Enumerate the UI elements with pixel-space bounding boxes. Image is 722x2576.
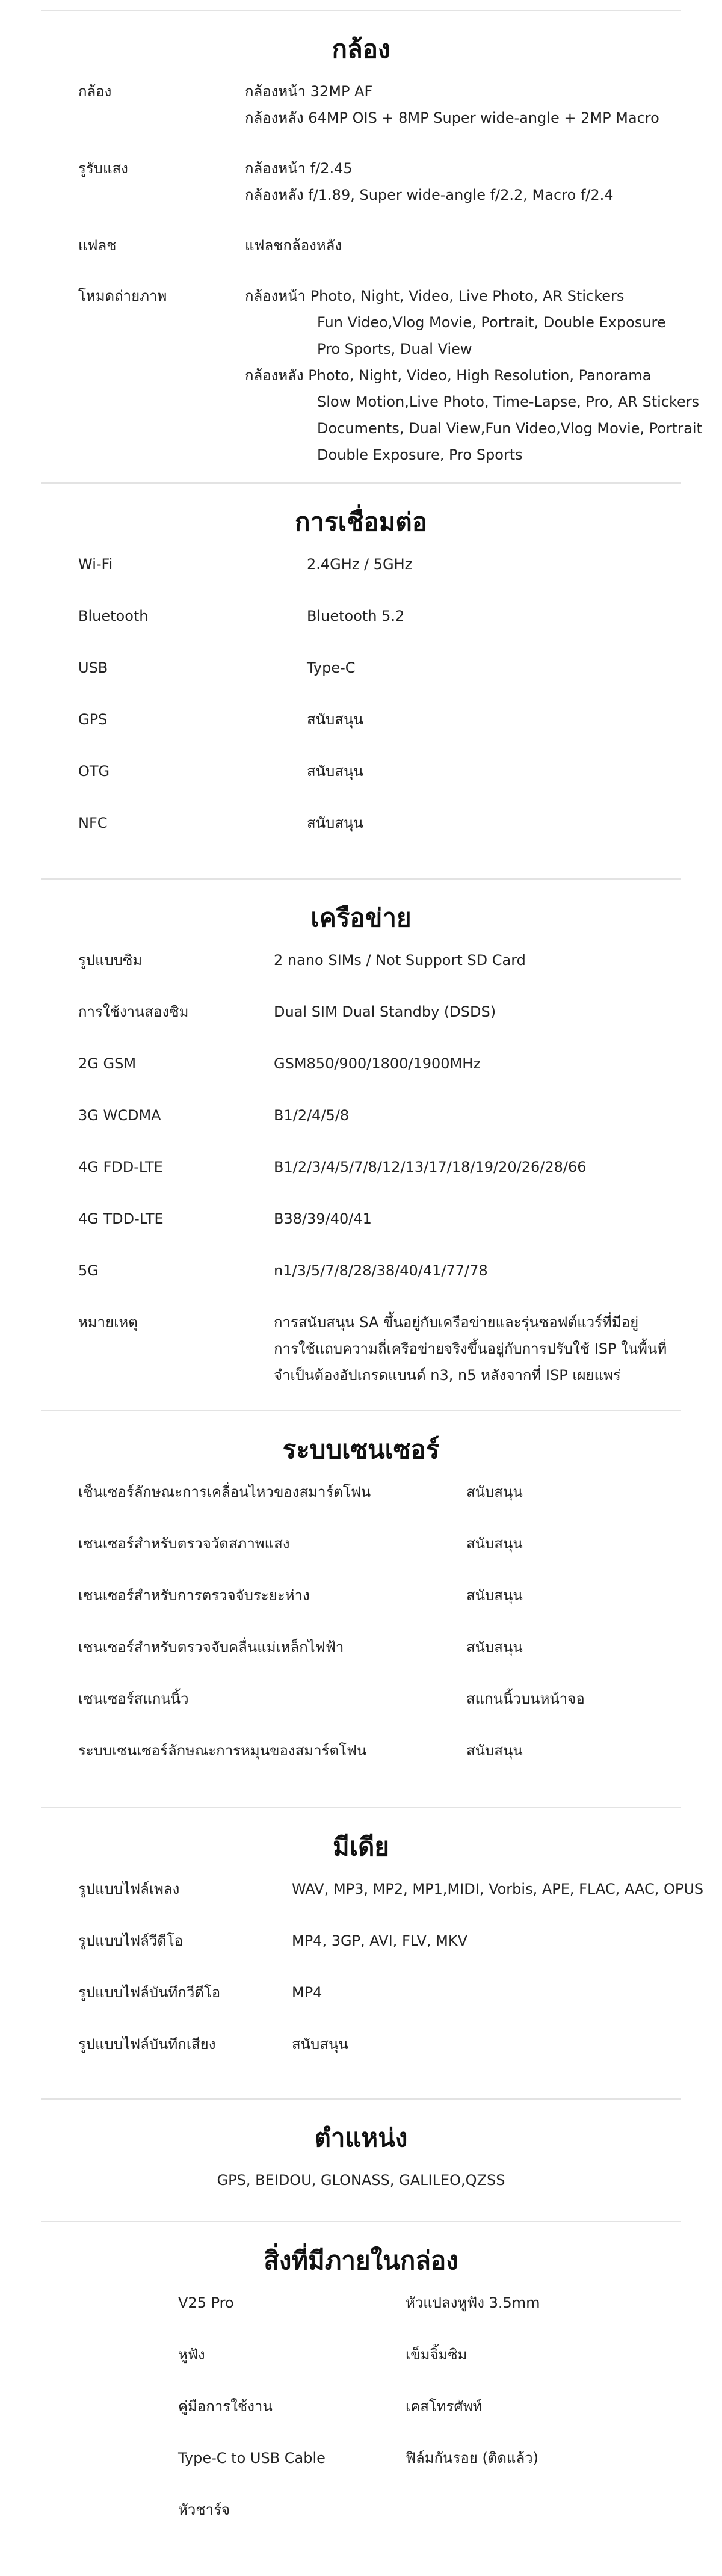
mode-line: Double Exposure, Pro Sports — [317, 446, 523, 463]
spec-value: MP4 — [292, 1984, 322, 2001]
section-title-media: มีเดีย — [333, 1832, 389, 1861]
spec-value: Type-C — [307, 659, 356, 676]
spec-row-aperture — [0, 155, 722, 208]
spec-row-video-format — [0, 1927, 722, 1979]
spec-row-audio-record-format — [0, 2031, 722, 2083]
spec-value — [245, 232, 722, 259]
spec-row-motion-sensor — [0, 1479, 722, 1530]
spec-row-nfc — [0, 810, 722, 861]
section-divider — [41, 10, 681, 11]
mode-line: กล้องหน้า Photo, Night, Video, Live Photo, AR Stickers — [245, 288, 625, 304]
spec-value — [274, 1309, 722, 1388]
section-divider — [41, 2098, 681, 2100]
spec-label: รูปแบบซิม — [78, 952, 143, 969]
spec-value: สนับสนุน — [307, 815, 363, 831]
sensors-section — [0, 1433, 722, 1807]
section-title-network: เครือข่าย — [310, 903, 412, 932]
spec-label: เซนเซอร์สำหรับการตรวจจับระยะห่าง — [78, 1587, 310, 1604]
spec-value: สแกนนิ้วบนหน้าจอ — [466, 1690, 585, 1707]
spec-value: B1/2/3/4/5/7/8/12/13/17/18/19/20/26/28/66 — [274, 1159, 587, 1176]
spec-value: สนับสนุน — [466, 1484, 523, 1500]
section-title-sensors: ระบบเซนเซอร์ — [282, 1435, 440, 1464]
spec-value: สนับสนุน — [466, 1587, 523, 1604]
mode-line: กล้องหลัง Photo, Night, Video, High Resolution, Panorama — [245, 367, 652, 384]
spec-row-flash — [0, 232, 722, 259]
box-item: เคสโทรศัพท์ — [406, 2398, 483, 2415]
spec-label: NFC — [78, 815, 108, 831]
section-divider — [41, 1807, 681, 1808]
spec-label: 3G WCDMA — [78, 1107, 161, 1124]
spec-label: 4G TDD-LTE — [78, 1210, 164, 1227]
media-section — [0, 1830, 722, 2098]
spec-value: 2.4GHz / 5GHz — [307, 556, 413, 573]
spec-row-magnetic-sensor — [0, 1634, 722, 1686]
spec-label: การใช้งานสองซิม — [78, 1003, 189, 1020]
spec-value: 2 nano SIMs / Not Support SD Card — [274, 952, 526, 969]
spec-label: 5G — [78, 1262, 99, 1279]
network-section — [0, 901, 722, 1410]
spec-label: รูปแบบไฟล์วีดีโอ — [78, 1932, 184, 1949]
spec-value: MP4, 3GP, AVI, FLV, MKV — [292, 1932, 468, 1949]
spec-value-line: กล้องหน้า 32MP AF — [245, 83, 373, 100]
section-title-box: สิ่งที่มีภายในกล่อง — [264, 2246, 458, 2275]
spec-label: รูปแบบไฟล์เพลง — [78, 1881, 180, 1897]
spec-label: เซนเซอร์สำหรับตรวจวัดสภาพแสง — [78, 1535, 290, 1552]
note-line: การสนับสนุน SA ขึ้นอยู่กับเครือข่ายและรุ่นซอฟต์แวร์ที่มีอยู่ — [274, 1314, 639, 1331]
spec-value: Bluetooth 5.2 — [307, 608, 405, 624]
spec-label: หมายเหตุ — [78, 1314, 138, 1331]
spec-label: รูรับแสง — [78, 160, 128, 177]
spec-row-shooting-modes — [0, 283, 722, 468]
section-title-location: ตำแหน่ง — [314, 2123, 408, 2152]
spec-value: สนับสนุน — [466, 1742, 523, 1759]
spec-row-4g-tdd — [0, 1206, 722, 1257]
spec-row-dual-sim — [0, 999, 722, 1050]
camera-section — [0, 32, 722, 468]
spec-value-line: กล้องหน้า f/2.45 — [245, 160, 353, 177]
spec-label: 4G FDD-LTE — [78, 1159, 163, 1176]
box-item: หูฟัง — [178, 2346, 205, 2363]
spec-row-5g — [0, 1257, 722, 1309]
note-line: จำเป็นต้องอัปเกรดแบนด์ n3, n5 หลังจากที่ ISP เผยแพร่ — [274, 1367, 621, 1384]
box-item: หัวแปลงหูฟัง 3.5mm — [406, 2294, 540, 2311]
spec-value-line: กล้องหลัง 64MP OIS + 8MP Super wide-angle + 2MP Macro — [245, 109, 659, 126]
spec-value-line: แฟลชกล้องหลัง — [245, 237, 342, 254]
spec-value: Dual SIM Dual Standby (DSDS) — [274, 1003, 496, 1020]
location-section — [0, 2121, 722, 2221]
spec-value: สนับสนุน — [307, 763, 363, 780]
spec-label: โหมดถ่ายภาพ — [78, 288, 167, 304]
spec-value: n1/3/5/7/8/28/38/40/41/77/78 — [274, 1262, 488, 1279]
spec-label: เซ็นเซอร์ลักษณะการเคลื่อนไหวของสมาร์ตโฟน — [78, 1484, 371, 1500]
box-items-grid — [0, 2290, 722, 2548]
spec-value-line: กล้องหลัง f/1.89, Super wide-angle f/2.2, Macro f/2.4 — [245, 186, 614, 203]
box-item: หัวชาร์จ — [178, 2501, 230, 2518]
mode-line: Slow Motion,Live Photo, Time-Lapse, Pro, AR Stickers — [317, 393, 700, 410]
spec-label: รูปแบบไฟล์บันทึกวีดีโอ — [78, 1984, 221, 2001]
spec-label: OTG — [78, 763, 110, 780]
spec-row-wifi — [0, 551, 722, 603]
section-divider — [41, 482, 681, 484]
spec-value: สนับสนุน — [466, 1535, 523, 1552]
spec-row-note — [0, 1309, 722, 1388]
section-title-connectivity: การเชื่อมต่อ — [295, 507, 427, 537]
mode-line: Pro Sports, Dual View — [317, 340, 472, 357]
spec-row-camera — [0, 78, 722, 131]
spec-row-2g — [0, 1050, 722, 1102]
spec-value — [245, 155, 722, 208]
spec-row-sim-type — [0, 947, 722, 999]
spec-row-otg — [0, 758, 722, 810]
spec-row-video-record-format — [0, 1979, 722, 2031]
spec-value: GSM850/900/1800/1900MHz — [274, 1055, 481, 1072]
spec-row-fingerprint-sensor — [0, 1686, 722, 1737]
spec-label: GPS — [78, 711, 108, 728]
spec-row-proximity-sensor — [0, 1582, 722, 1634]
spec-label: ระบบเซนเซอร์ลักษณะการหมุนของสมาร์ตโฟน — [78, 1742, 367, 1759]
spec-label: 2G GSM — [78, 1055, 137, 1072]
spec-row-3g — [0, 1102, 722, 1154]
mode-line: Fun Video,Vlog Movie, Portrait, Double Exposure — [317, 314, 666, 331]
section-divider — [41, 2221, 681, 2222]
spec-row-bluetooth — [0, 603, 722, 655]
spec-label: USB — [78, 659, 108, 676]
box-item: ฟิล์มกันรอย (ติดแล้ว) — [406, 2450, 539, 2467]
spec-label: Wi-Fi — [78, 556, 113, 573]
section-divider — [41, 878, 681, 880]
spec-label: แฟลช — [78, 237, 117, 254]
spec-row-gyro-sensor — [0, 1737, 722, 1789]
note-line: การใช้แถบความถี่เครือข่ายจริงขึ้นอยู่กับการปรับใช้ ISP ในพื้นที่ — [274, 1340, 667, 1357]
spec-value: สนับสนุน — [466, 1639, 523, 1656]
connectivity-section — [0, 505, 722, 878]
spec-row-gps — [0, 706, 722, 758]
section-title-camera: กล้อง — [332, 34, 390, 64]
spec-value — [245, 78, 722, 131]
spec-value — [245, 283, 722, 468]
mode-line: Documents, Dual View,Fun Video,Vlog Movie, Portrait — [317, 420, 702, 437]
spec-label: รูปแบบไฟล์บันทึกเสียง — [78, 2036, 216, 2053]
spec-label: เซนเซอร์สำหรับตรวจจับคลื่นแม่เหล็กไฟฟ้า — [78, 1639, 344, 1656]
location-value: GPS, BEIDOU, GLONASS, GALILEO,QZSS — [217, 2172, 505, 2189]
spec-label: เซนเซอร์สแกนนิ้ว — [78, 1690, 189, 1707]
box-contents-section — [0, 2244, 722, 2548]
spec-value: B38/39/40/41 — [274, 1210, 372, 1227]
spec-label: Bluetooth — [78, 608, 149, 624]
spec-value: WAV, MP3, MP2, MP1,MIDI, Vorbis, APE, FLAC, AAC, OPUS — [292, 1881, 704, 1897]
spec-row-light-sensor — [0, 1530, 722, 1582]
spec-value: สนับสนุน — [307, 711, 363, 728]
box-item: V25 Pro — [178, 2294, 234, 2311]
spec-value: สนับสนุน — [292, 2036, 348, 2053]
spec-row-4g-fdd — [0, 1154, 722, 1206]
box-item: เข็มจิ้มซิม — [406, 2346, 467, 2363]
spec-value: B1/2/4/5/8 — [274, 1107, 350, 1124]
section-divider — [41, 1410, 681, 1411]
spec-row-audio-format — [0, 1876, 722, 1927]
box-item: Type-C to USB Cable — [178, 2450, 326, 2467]
box-item: คู่มือการใช้งาน — [178, 2398, 273, 2415]
spec-row-usb — [0, 655, 722, 706]
spec-label: กล้อง — [78, 83, 112, 100]
